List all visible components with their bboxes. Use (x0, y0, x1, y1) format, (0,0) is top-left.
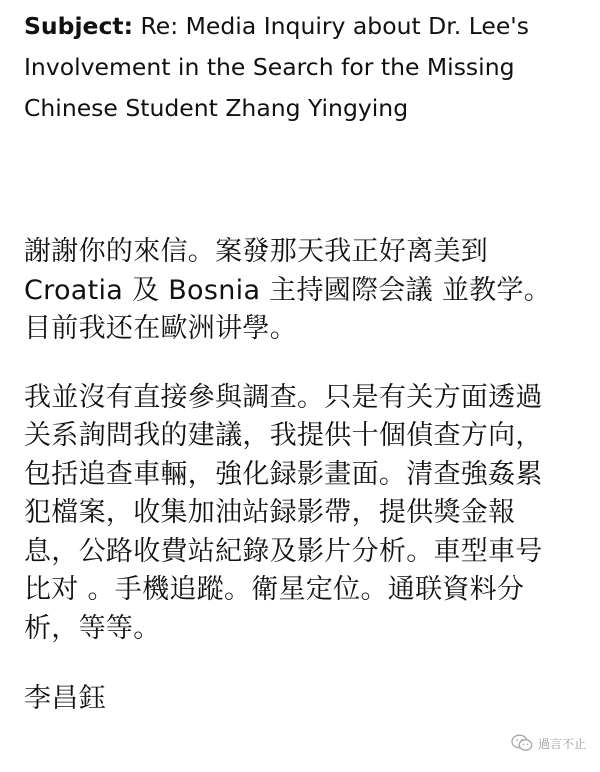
paragraph-2-line: 关系詢問我的建議，我提供十個偵查方向， (24, 420, 543, 451)
signature: 李昌鈺 (24, 683, 106, 714)
subject-line-1 (24, 6, 584, 47)
paragraph-2-line: 包括追查車輛，強化録影畫面。清查強姦累 (24, 458, 543, 490)
subject-line-2: Involvement in the Search for the Missing (24, 53, 515, 81)
paragraph-2-line: 我並沒有直接參與調查。只是有关方面透過 (24, 381, 543, 413)
subject-label: Subject: (24, 12, 134, 40)
subject-text-1: Re: Media Inquiry about Dr. Lee's (140, 12, 530, 40)
watermark-text: 過言不止 (537, 736, 586, 751)
subject-line-3: Chinese Student Zhang Yingying (24, 94, 409, 122)
email-subject (24, 6, 584, 129)
paragraph-1 (24, 233, 584, 349)
paragraph-2-line: 析，等等。 (24, 612, 161, 644)
paragraph-1-line: Croatia 及 Bosnia 主持國際会議 並教学。 (24, 274, 552, 306)
paragraph-2-line: 息，公路收費站紀錄及影片分析。車型車号 (24, 535, 543, 567)
paragraph-2-line: 犯檔案，收集加油站録影帶，提供獎金報 (24, 497, 516, 528)
paragraph-2-line: 比对 。手機追蹤。衛星定位。通联資料分 (24, 574, 525, 605)
paragraph-2 (24, 379, 584, 649)
email-document (24, 6, 584, 718)
paragraph-1-line: 目前我还在歐洲讲學。 (24, 313, 297, 344)
wechat-icon (511, 734, 533, 752)
paragraph-1-line: 謝謝你的來信。案發那天我正好离美到 (24, 236, 489, 267)
watermark (511, 734, 586, 752)
